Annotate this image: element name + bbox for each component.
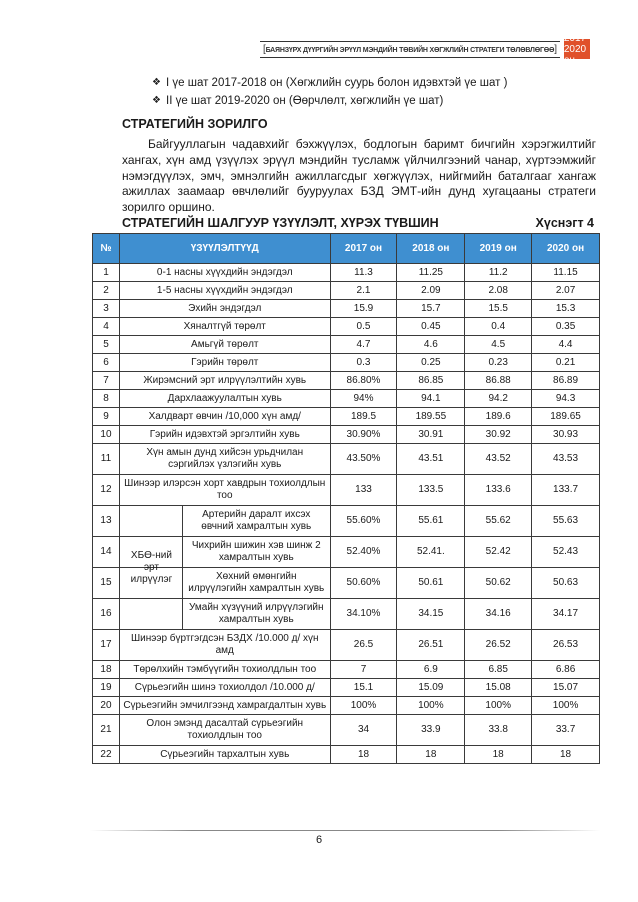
value-2018: 50.61 (397, 568, 465, 599)
table-row (93, 746, 600, 764)
row-number: 20 (93, 697, 120, 715)
row-number: 4 (93, 318, 120, 336)
row-number: 16 (93, 599, 120, 630)
row-number: 21 (93, 715, 120, 746)
table-title: СТРАТЕГИЙН ШАЛГУУР ҮЗҮҮЛЭЛТ, ХҮРЭХ ТҮВШИН (122, 216, 439, 230)
phase-text: II үе шат 2019-2020 он (Өөрчлөлт, хөгжлийн үе шат) (166, 95, 444, 107)
value-2017: 50.60% (330, 568, 397, 599)
value-2019: 15.5 (465, 300, 532, 318)
table-row (93, 300, 600, 318)
indicator-name: Умайн хүзүүний илрүүлэгийн хамралтын хувь (182, 599, 330, 629)
row-number: 14 (93, 537, 120, 568)
value-2019: 189.6 (465, 408, 532, 426)
column-header: 2017 он (330, 234, 397, 264)
value-2017: 0.3 (330, 354, 397, 372)
table-row (93, 475, 600, 506)
table-row (93, 264, 600, 282)
indicator-name: Артерийн даралт ихсэх өвчний хамралтын хувь (182, 506, 330, 536)
table-row (93, 444, 600, 475)
value-2018: 0.25 (397, 354, 465, 372)
table-row (93, 282, 600, 300)
value-2019: 100% (465, 697, 532, 715)
value-2018: 4.6 (397, 336, 465, 354)
value-2017: 7 (330, 661, 397, 679)
value-2019: 133.6 (465, 475, 532, 506)
value-2019: 0.4 (465, 318, 532, 336)
indicator-name: 1-5 насны хүүхдийн эндэгдэл (119, 282, 330, 300)
value-2019: 30.92 (465, 426, 532, 444)
value-2018: 15.09 (397, 679, 465, 697)
value-2019: 55.62 (465, 506, 532, 537)
phase-item (152, 92, 592, 110)
diamond-bullet-icon: ❖ (152, 77, 161, 88)
value-2019: 2.08 (465, 282, 532, 300)
indicator-name: Шинээр бүртгэгдсэн БЗДХ /10.000 д/ хүн амд (119, 630, 330, 661)
page-header (260, 32, 590, 66)
value-2017: 4.7 (330, 336, 397, 354)
value-2018: 26.51 (397, 630, 465, 661)
value-2019: 94.2 (465, 390, 532, 408)
indicator-name: Халдварт өвчин /10,000 хүн амд/ (119, 408, 330, 426)
value-2017: 2.1 (330, 282, 397, 300)
value-2018: 2.09 (397, 282, 465, 300)
value-2017: 26.5 (330, 630, 397, 661)
indicator-name: Дархлаажуулалтын хувь (119, 390, 330, 408)
value-2020: 18 (532, 746, 600, 764)
table-row (93, 661, 600, 679)
value-2019: 6.85 (465, 661, 532, 679)
indicator-name: Сүрьеэгийн тархалтын хувь (119, 746, 330, 764)
indicator-name: Олон эмэнд дасалтай сүрьеэгийн тохиолдлын тоо (119, 715, 330, 746)
goal-paragraph: Байгууллагын чадавхийг бэхжүүлэх, бодлогын баримт бичгийн хэрэгжилтийг хангах, хүн амд үзүүлэх эрүүл мэндийн тусламж үйлчилгээний чанар, хүртээмжийг нэмэгдүүлэх, эмч, эмнэлгийн ажиллагсдыг хөгжүүлэх, нийгмийн баталгааг хангаж ажиллах заамаар өвчлөлийг бууруулах БЗД ЭМТ-ийн дунд хугацааны стратеги зорилго оршино. (122, 137, 596, 215)
table-row (93, 697, 600, 715)
value-2018: 94.1 (397, 390, 465, 408)
value-2018: 55.61 (397, 506, 465, 537)
value-2019: 4.5 (465, 336, 532, 354)
value-2018: 34.15 (397, 599, 465, 630)
table-row (93, 408, 600, 426)
indicator-name: Хяналтгүй төрөлт (119, 318, 330, 336)
value-2017: 0.5 (330, 318, 397, 336)
indicators-table (92, 233, 600, 764)
value-2019: 18 (465, 746, 532, 764)
table-row (93, 390, 600, 408)
value-2017: 34 (330, 715, 397, 746)
indicator-name: Гэрийн төрөлт (119, 354, 330, 372)
value-2020: 43.53 (532, 444, 600, 475)
value-2017: 86.80% (330, 372, 397, 390)
row-number: 5 (93, 336, 120, 354)
indicator-name: Сүрьеэгийн шинэ тохиолдол /10.000 д/ (119, 679, 330, 697)
value-2017: 100% (330, 697, 397, 715)
column-header: № (93, 234, 120, 264)
row-number: 8 (93, 390, 120, 408)
group-label (120, 506, 182, 630)
value-2018: 189.55 (397, 408, 465, 426)
table-caption (122, 216, 594, 230)
value-2018: 52.41. (397, 537, 465, 568)
table-row (93, 715, 600, 746)
value-2020: 86.89 (532, 372, 600, 390)
table-row (93, 630, 600, 661)
value-2019: 26.52 (465, 630, 532, 661)
value-2019: 34.16 (465, 599, 532, 630)
row-number: 13 (93, 506, 120, 537)
value-2017: 15.9 (330, 300, 397, 318)
value-2020: 6.86 (532, 661, 600, 679)
indicator-name: Гэрийн идэвхтэй эргэлтийн хувь (119, 426, 330, 444)
value-2018: 100% (397, 697, 465, 715)
value-2018: 133.5 (397, 475, 465, 506)
row-number: 11 (93, 444, 120, 475)
indicator-name: Чихрийн шижин хэв шинж 2 хамралтын хувь (182, 537, 330, 567)
row-number: 6 (93, 354, 120, 372)
diamond-bullet-icon: ❖ (152, 95, 161, 106)
phase-item (152, 74, 592, 92)
value-2018: 43.51 (397, 444, 465, 475)
value-2017: 189.5 (330, 408, 397, 426)
value-2020: 189.65 (532, 408, 600, 426)
value-2018: 0.45 (397, 318, 465, 336)
column-header: ҮЗҮҮЛЭЛТҮҮД (119, 234, 330, 264)
page-number: 6 (315, 834, 323, 846)
value-2020: 11.15 (532, 264, 600, 282)
indicator-name: Амьгүй төрөлт (119, 336, 330, 354)
value-2018: 33.9 (397, 715, 465, 746)
value-2019: 50.62 (465, 568, 532, 599)
value-2020: 2.07 (532, 282, 600, 300)
value-2020: 4.4 (532, 336, 600, 354)
column-header: 2020 он (532, 234, 600, 264)
value-2020: 0.21 (532, 354, 600, 372)
value-2020: 26.53 (532, 630, 600, 661)
row-number: 15 (93, 568, 120, 599)
value-2020: 34.17 (532, 599, 600, 630)
value-2020: 55.63 (532, 506, 600, 537)
indicator-name: Эхийн эндэгдэл (119, 300, 330, 318)
value-2019: 15.08 (465, 679, 532, 697)
row-number: 7 (93, 372, 120, 390)
phase-text: I үе шат 2017-2018 он (Хөгжлийн суурь болон идэвхтэй үе шат ) (166, 77, 508, 89)
value-2017: 133 (330, 475, 397, 506)
value-2017: 55.60% (330, 506, 397, 537)
phase-list (152, 74, 592, 110)
value-2017: 43.50% (330, 444, 397, 475)
value-2020: 15.07 (532, 679, 600, 697)
value-2019: 86.88 (465, 372, 532, 390)
header-title: [БАЯНЗҮРХ ДҮҮРГИЙН ЭРҮҮЛ МЭНДИЙН ТӨВИЙН ХӨГЖЛИЙН СТРАТЕГИ ТӨЛӨВЛӨГӨӨ] (260, 41, 560, 58)
value-2018: 11.25 (397, 264, 465, 282)
value-2019: 33.8 (465, 715, 532, 746)
table-row (93, 336, 600, 354)
table-row (93, 679, 600, 697)
value-2018: 30.91 (397, 426, 465, 444)
value-2017: 34.10% (330, 599, 397, 630)
row-number: 10 (93, 426, 120, 444)
value-2017: 94% (330, 390, 397, 408)
indicator-name: Жирэмсний эрт илрүүлэлтийн хувь (119, 372, 330, 390)
row-number: 2 (93, 282, 120, 300)
footer-divider (90, 830, 600, 831)
table-row (93, 426, 600, 444)
value-2018: 6.9 (397, 661, 465, 679)
row-number: 19 (93, 679, 120, 697)
indicator-name: Сүрьеэгийн эмчилгээнд хамрагдалтын хувь (119, 697, 330, 715)
value-2020: 30.93 (532, 426, 600, 444)
value-2020: 100% (532, 697, 600, 715)
table-row (93, 372, 600, 390)
value-2020: 52.43 (532, 537, 600, 568)
value-2020: 133.7 (532, 475, 600, 506)
value-2019: 0.23 (465, 354, 532, 372)
row-number: 17 (93, 630, 120, 661)
value-2018: 18 (397, 746, 465, 764)
table-row (93, 354, 600, 372)
column-header: 2019 он (465, 234, 532, 264)
section-title: СТРАТЕГИЙН ЗОРИЛГО (122, 117, 268, 131)
indicator-name: Хүн амын дунд хийсэн урьдчилан сэргийлэх үзлэгийн хувь (119, 444, 330, 475)
indicator-name: 0-1 насны хүүхдийн эндэгдэл (119, 264, 330, 282)
indicator-name: Шинээр илэрсэн хорт хавдрын тохиолдлын тоо (119, 475, 330, 506)
indicator-name: Хөхний өмөнгийн илрүүлэгийн хамралтын хувь (182, 568, 330, 598)
value-2019: 52.42 (465, 537, 532, 568)
value-2018: 15.7 (397, 300, 465, 318)
value-2017: 11.3 (330, 264, 397, 282)
value-2020: 33.7 (532, 715, 600, 746)
value-2017: 52.40% (330, 537, 397, 568)
row-number: 1 (93, 264, 120, 282)
row-number: 3 (93, 300, 120, 318)
value-2020: 94.3 (532, 390, 600, 408)
value-2017: 30.90% (330, 426, 397, 444)
value-2020: 15.3 (532, 300, 600, 318)
table-header-row (93, 234, 600, 264)
row-number: 18 (93, 661, 120, 679)
value-2017: 18 (330, 746, 397, 764)
row-number: 12 (93, 475, 120, 506)
value-2020: 50.63 (532, 568, 600, 599)
value-2020: 0.35 (532, 318, 600, 336)
row-number: 9 (93, 408, 120, 426)
value-2019: 11.2 (465, 264, 532, 282)
value-2019: 43.52 (465, 444, 532, 475)
column-header: 2018 он (397, 234, 465, 264)
indicator-name: Төрөлхийн тэмбүүгийн тохиолдлын тоо (119, 661, 330, 679)
header-title-text: БАЯНЗҮРХ ДҮҮРГИЙН ЭРҮҮЛ МЭНДИЙН ТӨВИЙН ХӨГЖЛИЙН СТРАТЕГИ ТӨЛӨВЛӨГӨӨ (265, 46, 555, 54)
value-2018: 86.85 (397, 372, 465, 390)
table-row (93, 318, 600, 336)
table-label: Хүснэгт 4 (535, 216, 594, 230)
header-year-badge: 2017-2020 он (563, 32, 590, 66)
group-label-text: ХБӨ-ний эрт илрүүлэг (130, 549, 173, 585)
value-2017: 15.1 (330, 679, 397, 697)
row-number: 22 (93, 746, 120, 764)
